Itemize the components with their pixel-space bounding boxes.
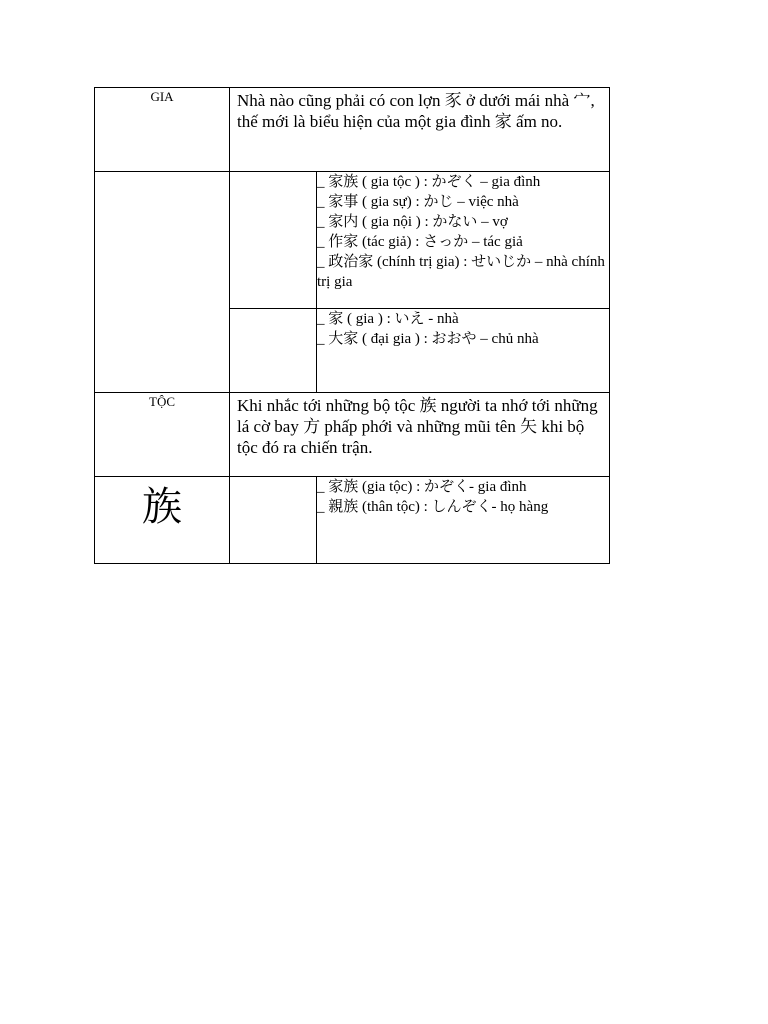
compound-word: _ 家族 (gia tộc) : かぞく- gia đình <box>317 479 527 495</box>
empty-cell <box>230 477 317 564</box>
mnemonic-cell <box>230 88 610 172</box>
compound-word: _ 政治家 (chính trị gia) : せいじか – nhà chính trị gia <box>317 254 605 290</box>
compound-word: _ 家内 ( gia nội ) : かない – vợ <box>317 214 508 230</box>
kanji-glyph-toc: 族 <box>142 484 182 529</box>
compound-word: _ 親族 (thân tộc) : しんぞく- họ hàng <box>317 499 549 515</box>
table-row-gia-description <box>95 88 610 172</box>
kanji-vocabulary-table <box>94 87 610 564</box>
table-row-toc-description <box>95 393 610 477</box>
reading-word: _ 大家 ( đại gia ) : おおや – chủ nhà <box>317 331 539 347</box>
table-row-toc-compounds <box>95 477 610 564</box>
big-glyph-cell <box>95 477 230 564</box>
table-row-gia-compounds <box>95 172 610 309</box>
kanji-label-toc: TỘC <box>149 394 175 409</box>
mnemonic-text-gia: Nhà nào cũng phải có con lợn 豕 ở dưới mái nhà 宀, thế mới là biểu hiện của một gia đình 家 ấm no. <box>237 91 595 131</box>
empty-cell <box>230 172 317 309</box>
compound-words-cell <box>317 477 610 564</box>
reading-words-cell <box>317 309 610 393</box>
kanji-label-cell <box>95 88 230 172</box>
compound-words-cell <box>317 172 610 309</box>
kanji-label-cell <box>95 393 230 477</box>
compound-word: _ 家族 ( gia tộc ) : かぞく – gia đình <box>317 174 541 190</box>
compound-word: _ 家事 ( gia sự) : かじ – việc nhà <box>317 194 519 210</box>
compound-word: _ 作家 (tác giả) : さっか – tác giả <box>317 234 523 250</box>
empty-cell <box>230 309 317 393</box>
kanji-label-gia: GIA <box>150 89 174 104</box>
reading-word: _ 家 ( gia ) : いえ - nhà <box>317 311 459 327</box>
mnemonic-cell <box>230 393 610 477</box>
mnemonic-text-toc: Khi nhắc tới những bộ tộc 族 người ta nhớ tới những lá cờ bay 方 phấp phới và những mũi tên 矢 khi bộ tộc đó ra chiến trận. <box>237 396 598 457</box>
empty-glyph-cell <box>95 172 230 393</box>
